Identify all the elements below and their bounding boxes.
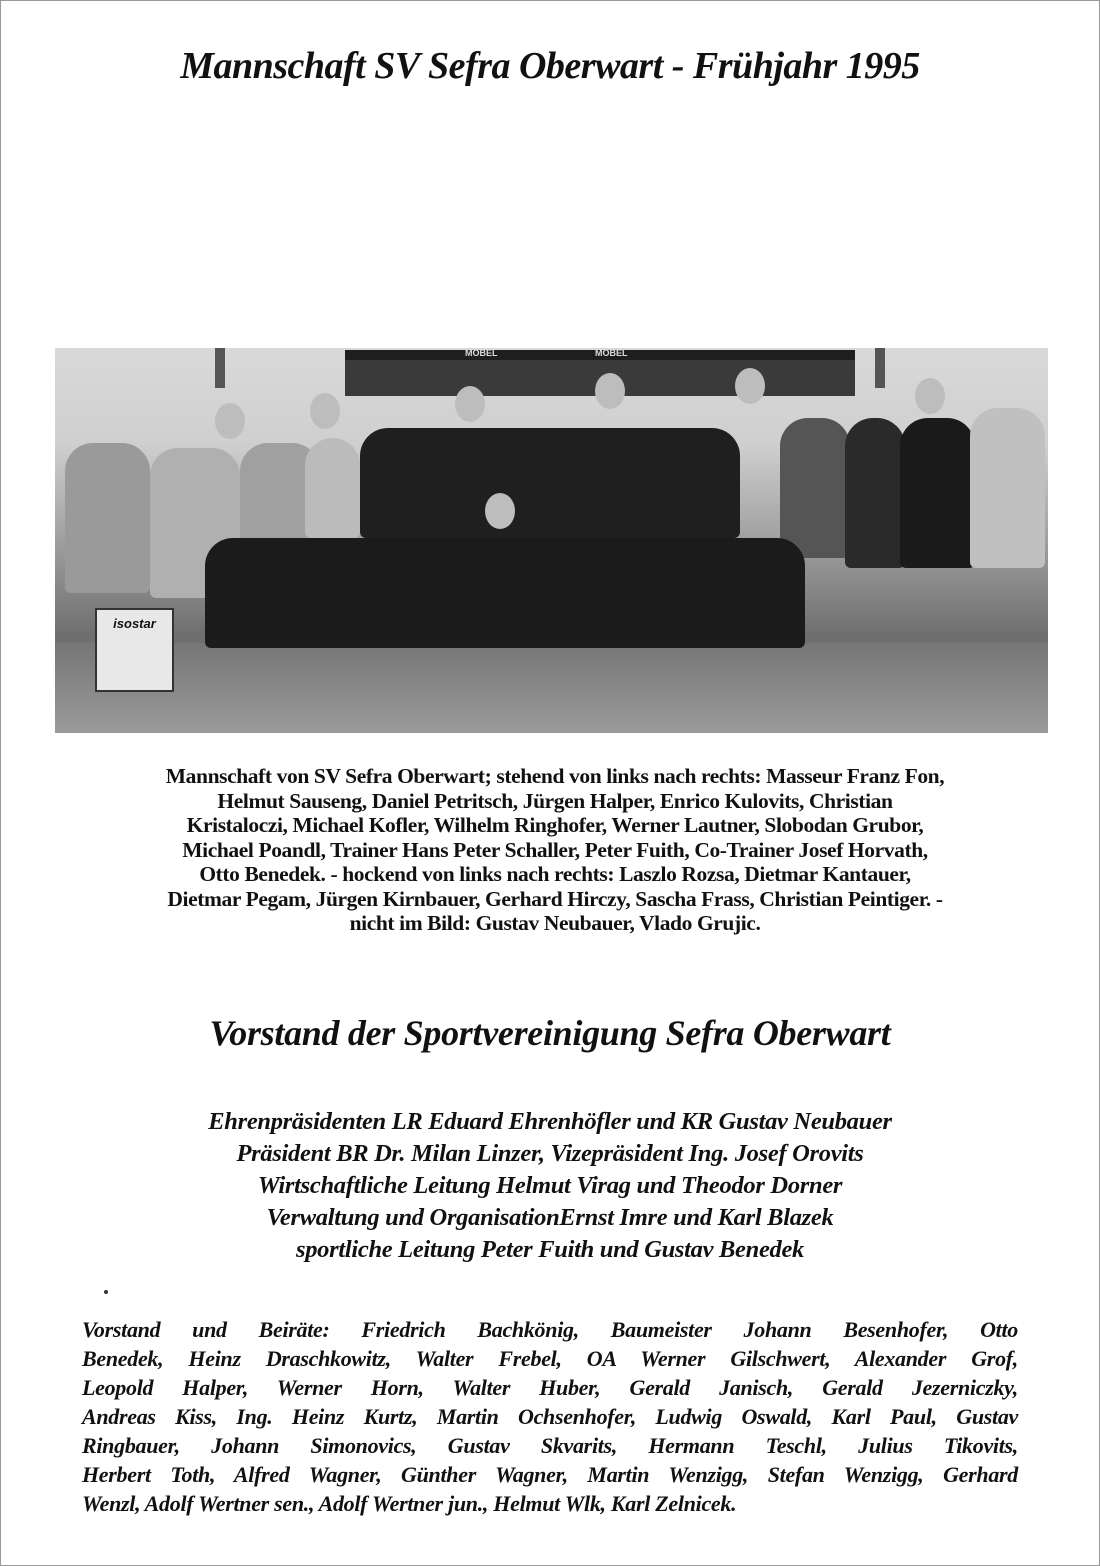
board-line: Vorstand und Beiräte: Friedrich Bachkönig, Baumeister Johann Besenhofer, Otto	[82, 1317, 1018, 1342]
board-heading: Vorstand der Sportvereinigung Sefra Oberwart	[209, 1013, 891, 1053]
official-line: Ehrenpräsidenten LR Eduard Ehrenhöfler und KR Gustav Neubauer	[208, 1108, 892, 1135]
standing-person	[900, 418, 975, 568]
face	[455, 386, 485, 422]
official-line: Verwaltung und OrganisationErnst Imre und Karl Blazek	[266, 1204, 834, 1231]
caption-line: Michael Poandl, Trainer Hans Peter Schaller, Peter Fuith, Co-Trainer Josef Horvath,	[182, 837, 928, 862]
floodlight-mast	[215, 348, 225, 388]
standing-person	[780, 418, 850, 558]
caption-line: Dietmar Pegam, Jürgen Kirnbauer, Gerhard Hirczy, Sascha Frass, Christian Peintiger. -	[167, 886, 943, 911]
board-line: Wenzl, Adolf Wertner sen., Adolf Wertner jun., Helmut Wlk, Karl Zelnicek.	[82, 1491, 737, 1516]
banner-right: MOBEL	[595, 348, 628, 358]
caption-line: Kristaloczi, Michael Kofler, Wilhelm Ringhofer, Werner Lautner, Slobodan Grubor,	[186, 813, 924, 837]
board-line: Herbert Toth, Alfred Wagner, Günther Wagner, Martin Wenzigg, Stefan Wenzigg, Gerhard	[82, 1462, 1018, 1487]
scan-speck	[104, 1290, 108, 1294]
team-photo	[55, 348, 1048, 733]
board-line: Ringbauer, Johann Simonovics, Gustav Skvarits, Hermann Teschl, Julius Tikovits,	[82, 1433, 1018, 1458]
kneeling-person	[205, 538, 805, 648]
caption-line: nicht im Bild: Gustav Neubauer, Vlado Grujic.	[349, 911, 761, 935]
crate-label: isostar	[113, 616, 156, 631]
board-line: Benedek, Heinz Draschkowitz, Walter Frebel, OA Werner Gilschwert, Alexander Grof,	[82, 1346, 1018, 1371]
isostar-crate	[95, 608, 174, 692]
official-line: Präsident BR Dr. Milan Linzer, Vizepräsident Ing. Josef Orovits	[236, 1140, 864, 1167]
banner-left: MOBEL	[465, 348, 498, 358]
face	[485, 493, 515, 529]
standing-person	[65, 443, 150, 593]
photo-caption	[60, 764, 1050, 936]
board-line: Leopold Halper, Werner Horn, Walter Huber, Gerald Janisch, Gerald Jezerniczky,	[82, 1375, 1018, 1400]
standing-person	[845, 418, 905, 568]
standing-person	[970, 408, 1045, 568]
caption-line: Helmut Sauseng, Daniel Petritsch, Jürgen Halper, Enrico Kulovits, Christian	[217, 788, 893, 813]
caption-line: Otto Benedek. - hockend von links nach rechts: Laszlo Rozsa, Dietmar Kantauer,	[199, 862, 911, 886]
board-line: Andreas Kiss, Ing. Heinz Kurtz, Martin Ochsenhofer, Ludwig Oswald, Karl Paul, Gustav	[82, 1404, 1018, 1429]
official-line: Wirtschaftliche Leitung Helmut Virag und Theodor Dorner	[257, 1172, 843, 1199]
caption-line: Mannschaft von SV Sefra Oberwart; stehend von links nach rechts: Masseur Franz Fon,	[165, 764, 945, 788]
pitch-ground	[55, 643, 1048, 733]
face	[735, 368, 765, 404]
face	[215, 403, 245, 439]
officials-list	[0, 1106, 1100, 1266]
official-line: sportliche Leitung Peter Fuith und Gustav Benedek	[295, 1236, 804, 1263]
page-title: Mannschaft SV Sefra Oberwart - Frühjahr 1995	[180, 45, 920, 87]
face	[310, 393, 340, 429]
standing-person	[360, 428, 740, 538]
face	[915, 378, 945, 414]
floodlight-mast	[875, 348, 885, 388]
standing-person	[305, 438, 360, 538]
face	[595, 373, 625, 409]
board-members	[82, 1315, 1018, 1518]
grandstand-roof	[345, 350, 855, 360]
